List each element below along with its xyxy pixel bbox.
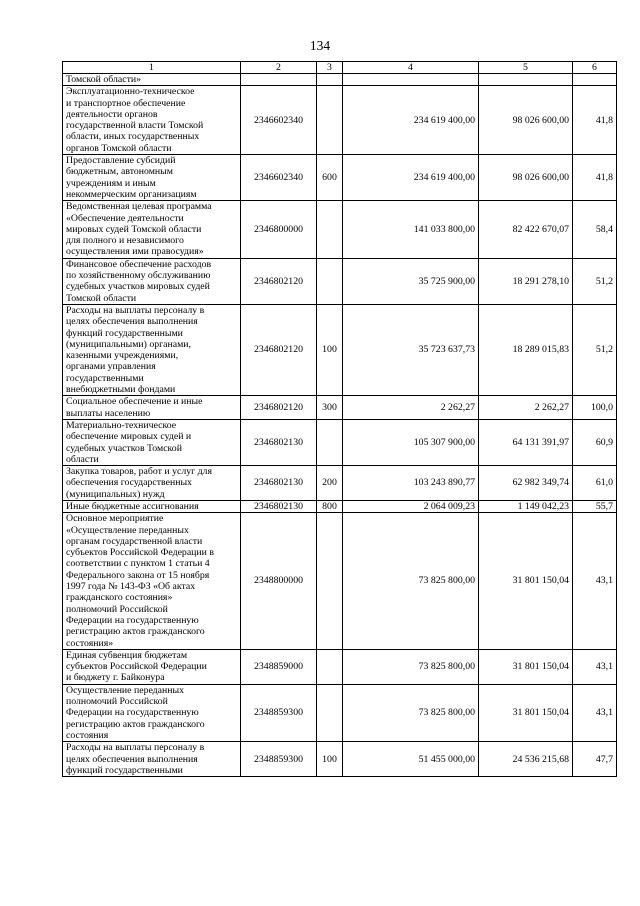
executed-amount-cell — [479, 649, 573, 684]
expense-type-cell — [317, 86, 343, 155]
executed-amount-cell-text: 82 422 670,07 — [512, 223, 569, 235]
row-name-cell — [63, 500, 241, 512]
executed-amount-cell-text: 64 131 391,97 — [512, 436, 569, 448]
execution-percent-cell — [573, 201, 617, 258]
expense-type-cell-text: 100 — [322, 753, 337, 765]
executed-amount-cell-text: 31 801 150,04 — [512, 575, 569, 587]
executed-amount-cell — [479, 155, 573, 201]
executed-amount-cell-text: 31 801 150,04 — [512, 707, 569, 719]
target-code-cell-text: 2346802130 — [254, 500, 303, 512]
execution-percent-cell-text: 47,7 — [595, 753, 613, 765]
row-name-cell-text: Финансовое обеспечение расходов по хозяйственному обслуживанию судебных участков мировых судей Томской области — [66, 258, 212, 304]
execution-percent-cell-text: 51,2 — [595, 344, 613, 356]
executed-amount-cell — [479, 74, 573, 86]
expense-type-cell-text: 600 — [322, 172, 337, 184]
expense-type-cell-text: 100 — [322, 344, 337, 356]
column-number: 2 — [241, 62, 317, 74]
expense-type-cell — [317, 513, 343, 650]
target-code-cell-text: 2346802120 — [254, 275, 303, 287]
plan-amount-cell — [343, 86, 479, 155]
executed-amount-cell-text: 98 026 600,00 — [512, 172, 569, 184]
table-row — [63, 155, 617, 201]
row-name-cell-text: Иные бюджетные ассигнования — [66, 500, 199, 512]
row-name-cell-text: Эксплуатационно-техническое и транспортное обеспечение деятельности органов государственной власти Томской области, иных государственных органов Томской области — [66, 86, 204, 154]
executed-amount-cell — [479, 742, 573, 777]
expense-type-cell — [317, 201, 343, 258]
target-code-cell — [241, 86, 317, 155]
table-row — [63, 513, 617, 650]
plan-amount-cell — [343, 304, 479, 395]
execution-percent-cell-text: 43,1 — [595, 661, 613, 673]
row-name-cell — [63, 86, 241, 155]
plan-amount-cell — [343, 201, 479, 258]
executed-amount-cell — [479, 201, 573, 258]
execution-percent-cell-text: 61,0 — [595, 477, 613, 489]
plan-amount-cell-text: 105 307 900,00 — [413, 436, 475, 448]
row-name-cell-text: Расходы на выплаты персоналу в целях обеспечения выполнения функций государственными — [66, 742, 205, 776]
execution-percent-cell-text: 41,8 — [595, 172, 613, 184]
row-name-cell — [63, 258, 241, 304]
expense-type-cell — [317, 396, 343, 420]
row-name-cell — [63, 742, 241, 777]
row-name-cell-text: Социальное обеспечение и иные выплаты населению — [66, 396, 203, 419]
executed-amount-cell-text: 98 026 600,00 — [512, 114, 569, 126]
expense-type-cell — [317, 742, 343, 777]
expense-type-cell — [317, 649, 343, 684]
table-row — [63, 649, 617, 684]
plan-amount-cell-text: 234 619 400,00 — [413, 172, 475, 184]
execution-percent-cell — [573, 396, 617, 420]
column-number: 3 — [317, 62, 343, 74]
plan-amount-cell-text: 35 723 637,73 — [418, 344, 475, 356]
execution-percent-cell-text: 60,9 — [595, 436, 613, 448]
row-name-cell — [63, 513, 241, 650]
budget-table — [62, 61, 617, 777]
executed-amount-cell-text: 2 262,27 — [534, 401, 569, 413]
plan-amount-cell — [343, 513, 479, 650]
execution-percent-cell-text: 51,2 — [595, 275, 613, 287]
row-name-cell-text: Томской области» — [66, 74, 142, 85]
plan-amount-cell-text: 73 825 800,00 — [418, 661, 475, 673]
expense-type-cell — [317, 419, 343, 465]
table-row — [63, 258, 617, 304]
plan-amount-cell — [343, 74, 479, 86]
executed-amount-cell-text: 31 801 150,04 — [512, 661, 569, 673]
row-name-cell — [63, 649, 241, 684]
row-name-cell — [63, 201, 241, 258]
plan-amount-cell — [343, 419, 479, 465]
plan-amount-cell-text: 234 619 400,00 — [413, 114, 475, 126]
plan-amount-cell — [343, 466, 479, 501]
expense-type-cell — [317, 155, 343, 201]
executed-amount-cell — [479, 500, 573, 512]
row-name-cell-text: Расходы на выплаты персоналу в целях обеспечения выполнения функций государственными (муниципальными) органами, казенными учреждениями, органами управления государственными внебюджетными фондами — [66, 304, 205, 396]
target-code-cell — [241, 513, 317, 650]
plan-amount-cell-text: 141 033 800,00 — [413, 223, 475, 235]
execution-percent-cell-text: 55,7 — [595, 500, 613, 512]
execution-percent-cell — [573, 500, 617, 512]
table-row — [63, 396, 617, 420]
table-row — [63, 466, 617, 501]
execution-percent-cell-text: 43,1 — [595, 707, 613, 719]
row-name-cell — [63, 396, 241, 420]
plan-amount-cell — [343, 649, 479, 684]
target-code-cell-text: 2346802130 — [254, 436, 303, 448]
plan-amount-cell-text: 73 825 800,00 — [418, 707, 475, 719]
plan-amount-cell — [343, 258, 479, 304]
plan-amount-cell-text: 73 825 800,00 — [418, 575, 475, 587]
execution-percent-cell — [573, 742, 617, 777]
executed-amount-cell — [479, 513, 573, 650]
executed-amount-cell — [479, 396, 573, 420]
table-row — [63, 684, 617, 741]
plan-amount-cell — [343, 684, 479, 741]
target-code-cell — [241, 155, 317, 201]
target-code-cell — [241, 649, 317, 684]
row-name-cell-text: Осуществление переданных полномочий Российской Федерации на государственную регистрацию актов гражданского состояния — [66, 684, 205, 741]
plan-amount-cell-text: 2 064 009,23 — [423, 500, 475, 512]
target-code-cell-text: 2346802130 — [254, 477, 303, 489]
table-row — [63, 304, 617, 395]
target-code-cell-text: 2346802120 — [254, 401, 303, 413]
execution-percent-cell — [573, 74, 617, 86]
executed-amount-cell — [479, 684, 573, 741]
expense-type-cell — [317, 258, 343, 304]
plan-amount-cell — [343, 396, 479, 420]
target-code-cell-text: 2346800000 — [254, 223, 303, 235]
target-code-cell — [241, 500, 317, 512]
plan-amount-cell-text: 51 455 000,00 — [418, 753, 475, 765]
row-name-cell-text: Ведомственная целевая программа «Обеспечение деятельности мировых судей Томской области для полного и независимого осуществления ими правосудия» — [66, 201, 212, 258]
executed-amount-cell — [479, 86, 573, 155]
expense-type-cell — [317, 500, 343, 512]
row-name-cell — [63, 155, 241, 201]
target-code-cell — [241, 684, 317, 741]
executed-amount-cell-text: 18 289 015,83 — [512, 344, 569, 356]
execution-percent-cell — [573, 684, 617, 741]
target-code-cell — [241, 201, 317, 258]
plan-amount-cell-text: 103 243 890,77 — [413, 477, 475, 489]
target-code-cell-text: 2346802120 — [254, 344, 303, 356]
executed-amount-cell-text: 24 536 215,68 — [512, 753, 569, 765]
column-number: 6 — [573, 62, 617, 74]
execution-percent-cell — [573, 419, 617, 465]
table-row — [63, 419, 617, 465]
page-number: 134 — [309, 38, 331, 53]
execution-percent-cell-text: 100,0 — [590, 401, 613, 413]
target-code-cell — [241, 466, 317, 501]
execution-percent-cell — [573, 513, 617, 650]
target-code-cell — [241, 396, 317, 420]
execution-percent-cell — [573, 258, 617, 304]
plan-amount-cell-text: 2 262,27 — [440, 401, 475, 413]
target-code-cell — [241, 419, 317, 465]
plan-amount-cell — [343, 500, 479, 512]
target-code-cell — [241, 258, 317, 304]
target-code-cell-text: 2346602340 — [254, 114, 303, 126]
executed-amount-cell-text: 18 291 278,10 — [512, 275, 569, 287]
table-row — [63, 86, 617, 155]
executed-amount-cell — [479, 466, 573, 501]
execution-percent-cell — [573, 304, 617, 395]
execution-percent-cell-text: 43,1 — [595, 575, 613, 587]
expense-type-cell — [317, 684, 343, 741]
column-number: 4 — [343, 62, 479, 74]
execution-percent-cell — [573, 466, 617, 501]
executed-amount-cell — [479, 419, 573, 465]
table-row — [63, 742, 617, 777]
row-name-cell-text: Основное мероприятие «Осуществление переданных органам государственной власти субъектов Российской Федерации в соответствии с пунктом 1 статьи 4 Федерального закона от 15 ноября 1997 года № 143-ФЗ «Об актах гражданского состояния» полномочий Российской Федерации на государственную регистрацию актов гражданского состояния» — [66, 513, 214, 649]
plan-amount-cell — [343, 155, 479, 201]
row-name-cell — [63, 304, 241, 395]
executed-amount-cell — [479, 258, 573, 304]
execution-percent-cell-text: 58,4 — [595, 223, 613, 235]
execution-percent-cell — [573, 649, 617, 684]
column-number-row — [63, 62, 617, 74]
expense-type-cell — [317, 304, 343, 395]
column-number: 1 — [63, 62, 241, 74]
plan-amount-cell — [343, 742, 479, 777]
column-number: 5 — [479, 62, 573, 74]
row-name-cell-text: Предоставление субсидий бюджетным, автономным учреждениям и иным некоммерческим организациям — [66, 155, 197, 200]
target-code-cell — [241, 74, 317, 86]
row-name-cell — [63, 74, 241, 86]
table-row — [63, 74, 617, 86]
executed-amount-cell-text: 62 982 349,74 — [512, 477, 569, 489]
target-code-cell-text: 2348859300 — [254, 753, 303, 765]
execution-percent-cell — [573, 155, 617, 201]
row-name-cell — [63, 419, 241, 465]
row-name-cell — [63, 466, 241, 501]
table-row — [63, 500, 617, 512]
row-name-cell-text: Закупка товаров, работ и услуг для обеспечения государственных (муниципальных) нужд — [66, 466, 212, 500]
target-code-cell — [241, 304, 317, 395]
row-name-cell-text: Единая субвенция бюджетам субъектов Российской Федерации и бюджету г. Байконура — [66, 649, 207, 684]
plan-amount-cell-text: 35 725 900,00 — [418, 275, 475, 287]
executed-amount-cell — [479, 304, 573, 395]
expense-type-cell-text: 200 — [322, 477, 337, 489]
table-row — [63, 201, 617, 258]
target-code-cell-text: 2348859300 — [254, 707, 303, 719]
target-code-cell-text: 2348859000 — [254, 661, 303, 673]
target-code-cell-text: 2346602340 — [254, 172, 303, 184]
expense-type-cell-text: 300 — [322, 401, 337, 413]
expense-type-cell-text: 800 — [322, 500, 337, 512]
execution-percent-cell-text: 41,8 — [595, 114, 613, 126]
row-name-cell-text: Материально-техническое обеспечение мировых судей и судебных участков Томской области — [66, 419, 192, 465]
expense-type-cell — [317, 466, 343, 501]
target-code-cell — [241, 742, 317, 777]
execution-percent-cell — [573, 86, 617, 155]
target-code-cell-text: 2348800000 — [254, 575, 303, 587]
expense-type-cell — [317, 74, 343, 86]
row-name-cell — [63, 684, 241, 741]
executed-amount-cell-text: 1 149 042,23 — [517, 500, 569, 512]
